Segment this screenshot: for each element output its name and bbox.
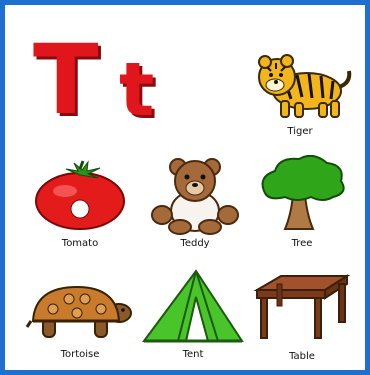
card-table (247, 270, 357, 370)
lowercase-letter: t (119, 47, 155, 133)
tent-icon (138, 267, 248, 347)
tortoise-icon (25, 267, 135, 347)
card-tent (138, 267, 248, 367)
card-tortoise (25, 267, 135, 367)
label-tortoise: Tortoise (60, 349, 100, 360)
label-tomato: Tomato (61, 238, 99, 249)
tomato-icon (25, 157, 135, 235)
label-tiger: Tiger (287, 126, 313, 137)
label-table: Table (289, 351, 315, 362)
tree-icon (247, 155, 357, 235)
table-icon (247, 270, 357, 348)
label-tree: Tree (291, 238, 313, 249)
letter-heading (33, 24, 173, 136)
card-teddy (140, 157, 250, 257)
tiger-icon (245, 45, 355, 125)
card-tree (247, 155, 357, 255)
label-tent: Tent (182, 349, 204, 360)
card-tomato (25, 157, 135, 257)
uppercase-letter: T (33, 24, 99, 136)
teddy-bear-icon (140, 157, 250, 235)
card-tiger (245, 45, 355, 145)
label-teddy: Teddy (180, 238, 210, 249)
